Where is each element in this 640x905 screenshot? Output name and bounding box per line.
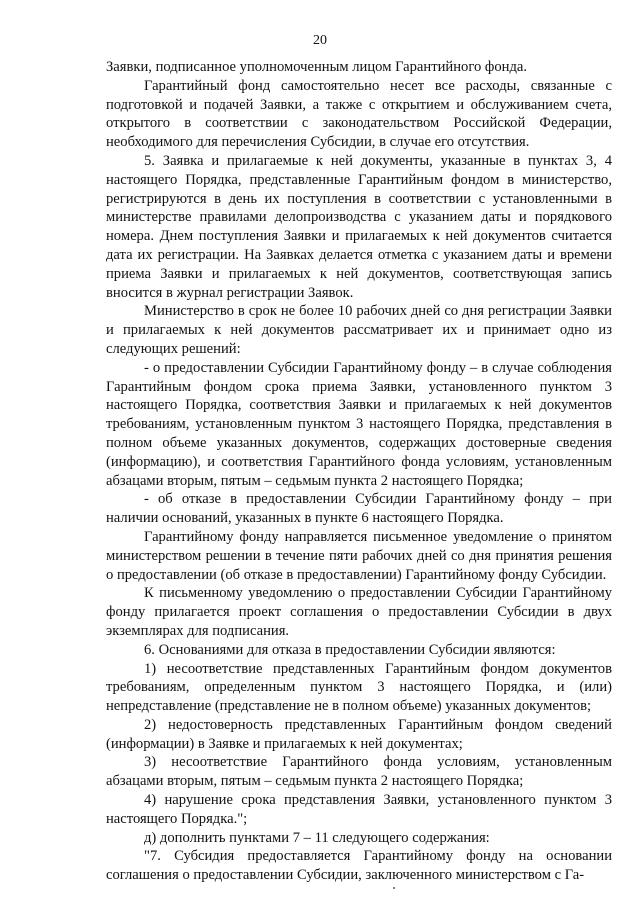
- paragraph-ground-1: 1) несоответствие представленных Гарантийным фондом документов требованиям, определенным пунктом 3 настоящего Порядка, и (или) непредставление (представление не в полном объеме) указанных документов;: [106, 660, 612, 715]
- paragraph-decision-refusal: - об отказе в предоставлении Субсидии Гарантийному фонду – при наличии оснований, указанных в пункте 6 настоящего Порядка.: [106, 491, 612, 527]
- paragraph-agreement-draft: К письменному уведомлению о предоставлении Субсидии Гарантийному фонду прилагается проект соглашения о предоставлении Субсидии в двух экземплярах для подписания.: [106, 585, 612, 639]
- paragraph-expenses: Гарантийный фонд самостоятельно несет все расходы, связанные с подготовкой и подачей Заявки, а также с открытием и обслуживанием счета, открытого в соответствии с законодательством Российской Федерации, необходимого для перечисления Субсидии, в случае его отсутствия.: [106, 77, 612, 151]
- paragraph-ground-2: 2) недостоверность представленных Гарантийным фондом сведений (информации) в Заявке и прилагаемых к ней документах;: [106, 716, 612, 752]
- paragraph-ground-3: 3) несоответствие Гарантийного фонда условиям, установленным абзацами вторым, пятым – седьмым пункта 2 настоящего Порядка;: [106, 754, 612, 790]
- paragraph-amendment-d: д) дополнить пунктами 7 – 11 следующего содержания:: [144, 829, 490, 846]
- paragraph-ground-4: 4) нарушение срока представления Заявки, установленного пунктом 3 настоящего Порядка.";: [106, 792, 612, 827]
- paragraph-continuation: Заявки, подписанное уполномоченным лицом Гарантийного фонда.: [106, 59, 528, 75]
- scan-speck: [393, 887, 395, 889]
- paragraph-notification: Гарантийному фонду направляется письменное уведомление о принятом министерством решении в течение пяти рабочих дней со дня принятия решения о предоставлении (об отказе в предоставлении) Гарантийному фонду Субсидии.: [106, 528, 612, 583]
- paragraph-item-5: 5. Заявка и прилагаемые к ней документы, указанные в пунктах 3, 4 настоящего Порядка, представленные Гарантийным фондом в министерство, регистрируются в день их поступления в соответствии с установленными в министерстве правилами делопроизводства с указанием даты и порядкового номера. Днем поступления Заявки и прилагаемых к ней документов считается дата их регистрации. На Заявках делается отметка с указанием даты и времени приема Заявки и прилагаемых к ней документов, соответствующая запись вносится в журнал регистрации Заявок.: [106, 152, 612, 301]
- paragraph-decision-grant: - о предоставлении Субсидии Гарантийному фонду – в случае соблюдения Гарантийным фондом срока приема Заявки, установленного пунктом 3 настоящего Порядка, соответствия Заявки и прилагаемых к ней документов требованиям, установленным пунктом 3 настоящего Порядка, представления в полном объеме указанных документов, содержащих достоверные сведения (информацию), и соответствия Гарантийного фонда условиям, установленным абзацами вторым, пятым – седьмым пункта 2 настоящего Порядка;: [106, 359, 612, 489]
- paragraph-item-7: "7. Субсидия предоставляется Гарантийному фонду на основании соглашения о предоставлении Субсидии, заключенного министерством с Га-: [106, 848, 612, 884]
- paragraph-item-6: 6. Основаниями для отказа в предоставлении Субсидии являются:: [144, 641, 556, 658]
- page-number: 20: [313, 33, 327, 48]
- paragraph-ministry-review: Министерство в срок не более 10 рабочих дней со дня регистрации Заявки и прилагаемых к ней документов рассматривает их и принимает одно из следующих решений:: [106, 303, 612, 357]
- document-body: [106, 58, 612, 885]
